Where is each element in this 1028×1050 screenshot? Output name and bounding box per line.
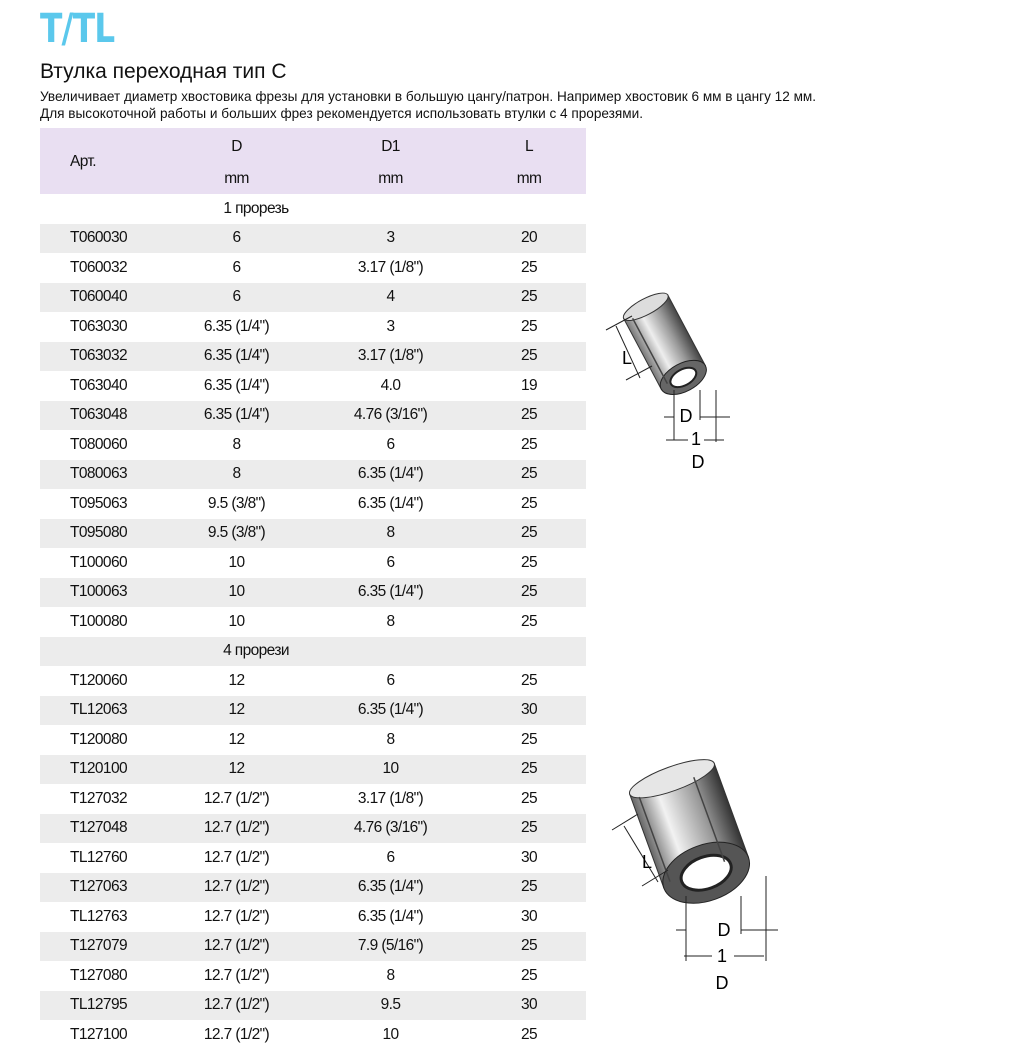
table-row [40,430,586,460]
cell-art: T095080 [40,519,164,549]
cell-d: 12.7 (1/2") [164,932,309,962]
cell-d: 12.7 (1/2") [203,966,270,984]
bushing-1-slot-diagram [596,290,746,480]
description-line: Для высокоточной работы и больших фрез рекомендуется использовать втулки с 4 прорезями. [40,106,643,121]
cell-d: 12.7 (1/2") [203,789,270,807]
cell-d: 10 [228,612,245,630]
cell-d1: 3.17 (1/8") [357,789,424,807]
cell-l: 25 [520,317,538,335]
cell-l: 25 [520,494,538,512]
diagram-2-label-d1-mid: 1 [716,946,728,966]
unit-l: mm [472,163,586,194]
cell-art: T063048 [40,401,164,431]
table-row [40,666,586,696]
cell-art: T060040 [40,283,164,313]
header-d1: D1 [309,128,472,163]
cell-d: 8 [232,435,241,453]
cell-d1: 6.35 (1/4") [309,578,472,608]
cell-d: 12.7 (1/2") [164,873,309,903]
cell-d: 6.35 (1/4") [164,401,309,431]
table-row [40,283,586,313]
cell-d: 6.35 (1/4") [164,342,309,372]
cell-d: 10 [228,553,245,571]
cell-art: T080063 [40,460,164,490]
cell-art: T127080 [70,966,127,984]
section-header-row [40,637,586,667]
cell-l: 25 [472,401,586,431]
cell-art: T100063 [40,578,164,608]
cell-l: 25 [520,612,538,630]
cell-art: T063040 [70,376,127,394]
cell-d: 12.7 (1/2") [203,848,270,866]
table-row [40,548,586,578]
diagram-2-label-d1-bot: D [715,973,729,993]
description-line: Увеличивает диаметр хвостовика фрезы для установки в большую цангу/патрон. Например хвостовик 6 мм в цангу 12 мм. [40,89,817,104]
cell-d: 9.5 (3/8") [207,494,266,512]
table-row [40,873,586,903]
table-row [40,371,586,401]
cell-l: 30 [520,848,538,866]
cell-d: 8 [164,460,309,490]
cell-d: 6.35 (1/4") [203,376,270,394]
table-row [40,784,586,814]
cell-d1: 4.76 (3/16") [309,814,472,844]
page-title: Втулка переходная тип C [40,60,287,83]
cell-art: T100080 [70,612,127,630]
product-table [40,128,586,1050]
cell-d1: 6 [386,671,395,689]
cell-d: 12.7 (1/2") [203,907,270,925]
table-row [40,755,586,785]
cell-art: T127063 [40,873,164,903]
section-empty-cell [472,194,586,224]
cell-l: 25 [472,342,586,372]
cell-l: 25 [520,1025,538,1043]
table-row [40,1020,586,1050]
table-row [40,460,586,490]
cell-d1: 6.35 (1/4") [309,460,472,490]
table-row [40,961,586,991]
cell-art: T120060 [70,671,127,689]
cell-art: T120080 [70,730,127,748]
table-row [40,814,586,844]
diagram-1-label-d: D [679,406,693,426]
diagram-1-label-l: L [622,348,633,368]
cell-d1: 4.76 (3/16") [309,401,472,431]
cell-l: 25 [520,966,538,984]
header-art: Арт. [40,128,164,194]
cell-d: 6.35 (1/4") [203,317,270,335]
table-row [40,725,586,755]
table-row [40,253,586,283]
cell-d1: 3.17 (1/8") [309,342,472,372]
cell-d1: 10 [309,755,472,785]
table-row [40,342,586,372]
cell-d1: 6.35 (1/4") [357,494,424,512]
cell-l: 25 [472,932,586,962]
cell-l: 25 [472,283,586,313]
cell-d: 6 [164,283,309,313]
diagram-2-label-l: L [642,852,653,872]
table-row [40,519,586,549]
table-row [40,578,586,608]
cell-art: T060030 [40,224,164,254]
cell-d1: 6 [386,848,395,866]
cell-d1: 6.35 (1/4") [309,696,472,726]
section-label: 1 прорезь [223,199,289,217]
cell-l: 25 [472,578,586,608]
cell-d: 6 [164,224,309,254]
diagram-1-label-d1-bot: D [691,452,705,472]
cell-art: TL12063 [40,696,164,726]
table-row [40,991,586,1021]
cell-l: 19 [520,376,538,394]
description [40,88,816,122]
header-d: D [164,128,309,163]
cell-art: T060032 [70,258,127,276]
cell-d: 12.7 (1/2") [203,1025,270,1043]
cell-art: TL12760 [70,848,127,866]
cell-d: 12 [164,755,309,785]
cell-l: 25 [520,435,538,453]
cell-d1: 6.35 (1/4") [357,907,424,925]
cell-d1: 3 [309,224,472,254]
cell-l: 25 [472,814,586,844]
cell-art: T080060 [70,435,127,453]
cell-art: T127079 [40,932,164,962]
cell-l: 25 [520,789,538,807]
table-row [40,696,586,726]
cell-d1: 3.17 (1/8") [357,258,424,276]
table-row [40,843,586,873]
cell-d1: 8 [386,730,395,748]
table-header-row [40,128,586,163]
cell-d: 12 [228,730,245,748]
cell-art: T120100 [40,755,164,785]
diagram-2-label-d: D [717,920,731,940]
section-empty-cell [472,637,586,667]
cell-l: 25 [472,519,586,549]
cell-d1: 4.0 [380,376,401,394]
cell-d1: 3 [386,317,395,335]
cell-art: T127048 [40,814,164,844]
cell-l: 25 [520,671,538,689]
cell-d: 12.7 (1/2") [164,814,309,844]
section-label: 4 прорези [40,637,472,667]
cell-art: T063030 [70,317,127,335]
brand-logo: T/TL [40,6,115,52]
unit-d: mm [164,163,309,194]
table-row [40,607,586,637]
cell-d1: 9.5 [309,991,472,1021]
table-row [40,312,586,342]
cell-d: 12 [164,696,309,726]
table-body [40,194,586,1050]
cell-d1: 7.9 (5/16") [309,932,472,962]
cell-art: TL12763 [70,907,127,925]
cell-d: 12.7 (1/2") [164,991,309,1021]
cell-art: T127032 [70,789,127,807]
cell-d1: 4 [309,283,472,313]
cell-art: T127100 [70,1025,127,1043]
cell-d1: 10 [382,1025,399,1043]
cell-art: TL12795 [40,991,164,1021]
cell-l: 30 [472,696,586,726]
cell-l: 25 [472,873,586,903]
table-row [40,932,586,962]
cell-l: 25 [520,553,538,571]
table-row [40,489,586,519]
bushing-4-slot-diagram [596,756,786,996]
unit-d1: mm [309,163,472,194]
cell-l: 25 [472,755,586,785]
cell-d: 9.5 (3/8") [164,519,309,549]
diagram-1-label-d1-mid: 1 [690,429,702,449]
section-header-row [40,194,586,224]
cell-d1: 6 [386,553,395,571]
cell-l: 30 [472,991,586,1021]
table-row [40,224,586,254]
cell-art: T063032 [40,342,164,372]
table-row [40,401,586,431]
cell-art: T100060 [70,553,127,571]
cell-l: 25 [520,730,538,748]
cell-d1: 8 [386,966,395,984]
cell-l: 25 [520,258,538,276]
cell-d: 6 [232,258,241,276]
cell-d1: 8 [309,519,472,549]
cell-l: 25 [472,460,586,490]
cell-art: T095063 [70,494,127,512]
table-row [40,902,586,932]
cell-d: 12 [228,671,245,689]
cell-d1: 8 [386,612,395,630]
cell-d1: 6.35 (1/4") [309,873,472,903]
cell-l: 30 [520,907,538,925]
cell-d: 10 [164,578,309,608]
header-l: L [472,128,586,163]
cell-d1: 6 [386,435,395,453]
cell-l: 20 [472,224,586,254]
